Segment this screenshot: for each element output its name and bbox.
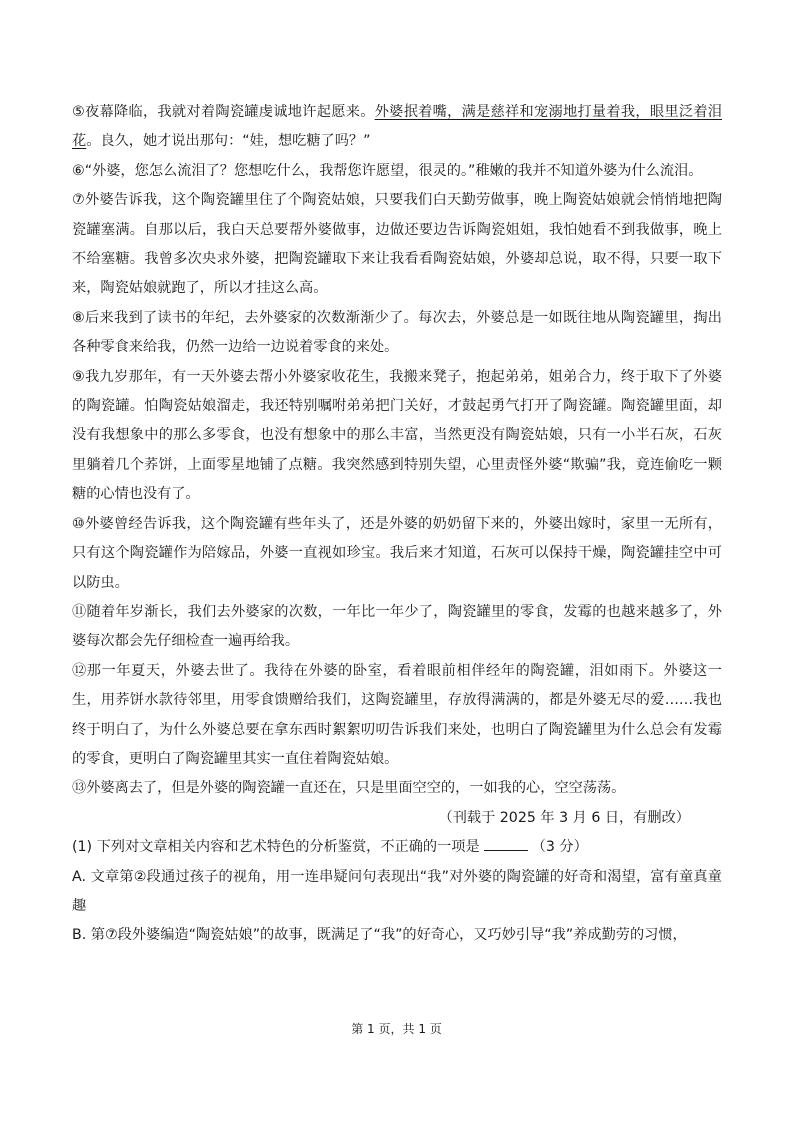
paragraph-5-start: ⑤夜幕降临，我就对着陶瓷罐虔诚地许起愿来。 — [72, 104, 375, 120]
paragraph-11: ⑪随着年岁渐长，我们去外婆家的次数，一年比一年少了，陶瓷罐里的零食，发霉的也越来越多了，外婆每次都会先仔细检查一遍再给我。 — [72, 603, 722, 650]
question-points: （3 分） — [531, 839, 588, 856]
option-a: A. 文章第②段通过孩子的视角，用一连串疑问句表现出“我”对外婆的陶瓷罐的好奇和渴望，富有童真童趣 — [72, 868, 722, 914]
source-note: （刊载于 2025 年 3 月 6 日，有删改） — [438, 809, 690, 826]
paragraph-10: ⑩外婆曾经告诉我，这个陶瓷罐有些年头了，还是外婆的奶奶留下来的，外婆出嫁时，家里一无所有，只有这个陶瓷罐作为陪嫁品，外婆一直视如珍宝。我后来才知道，石灰可以保持干燥，陶瓷罐挂空中可以防虫。 — [72, 515, 722, 591]
paragraph-12: ⑫那一年夏天，外婆去世了。我待在外婆的卧室，看着眼前相伴经年的陶瓷罐，泪如雨下。外婆这一生，用荞饼水款待邻里，用零食馈赠给我们，这陶瓷罐里，存放得满满的，都是外婆无尽的爱……我也终于明白了，为什么外婆总要在拿东西时絮絮叨叨告诉我们来处，也明白了陶瓷罐里为什么总会有发霉的零食，更明白了陶瓷罐里其实一直住着陶瓷姑娘。 — [72, 662, 722, 767]
paragraph-8: ⑧后来我到了读书的年纪，去外婆家的次数渐渐少了。每次去，外婆总是一如既往地从陶瓷罐里，掏出各种零食来给我，仍然一边给一边说着零食的来处。 — [72, 309, 722, 356]
article-body — [72, 98, 722, 951]
question-stem — [72, 833, 722, 862]
paragraph-6: ⑥“外婆，您怎么流泪了？您想吃什么，我帮您许愿望，很灵的。”稚嫩的我并不知道外婆为什么流泪。 — [72, 162, 703, 179]
question-stem-text: (1) 下列对文章相关内容和艺术特色的分析鉴赏，不正确的一项是 — [72, 839, 480, 856]
paragraph-9: ⑨我九岁那年，有一天外婆去帮小外婆家收花生，我搬来凳子，抱起弟弟，姐弟合力，终于取下了外婆的陶瓷罐。怕陶瓷姑娘溜走，我还特别嘱咐弟弟把门关好，才鼓起勇气打开了陶瓷罐。陶瓷罐里面，却没有我想象中的那么多零食，也没有想象中的那么丰富，当然更没有陶瓷姑娘，只有一小半石灰，石灰里躺着几个荞饼，上面零星地铺了点糖。我突然感到特别失望，心里责怪外婆“欺骗”我，竟连偷吃一颗糖的心情也没有了。 — [72, 368, 722, 503]
page-footer: 第 1 页，共 1 页 — [351, 1022, 442, 1036]
underlined-sentence: 外婆抿着嘴，满是慈祥和宠溺地打量着我，眼里泛着泪花 — [72, 104, 722, 150]
paragraph-5-end: 。良久，她才说出那句：“娃，想吃糖了吗？” — [86, 133, 371, 150]
paragraph-7: ⑦外婆告诉我，这个陶瓷罐里住了个陶瓷姑娘，只要我们白天勤劳做事，晚上陶瓷姑娘就会悄悄地把陶瓷罐塞满。自那以后，我白天总要帮外婆做事，边做还要边告诉陶瓷姐姐，我怕她看不到我做事，晚上不给塞糖。我曾多次央求外婆，把陶瓷罐取下来让我看看陶瓷姑娘，外婆却总说，取不得，只要一取下来，陶瓷姑娘就跑了，所以才挂这么高。 — [72, 192, 722, 297]
paragraph-5 — [72, 98, 722, 157]
option-b: B. 第⑦段外婆编造“陶瓷姑娘”的故事，既满足了“我”的好奇心，又巧妙引导“我”养成勤劳的习惯， — [72, 927, 687, 944]
paragraph-13: ⑬外婆离去了，但是外婆的陶瓷罐一直还在，只是里面空空的，一如我的心，空空荡荡。 — [72, 780, 626, 797]
answer-blank[interactable] — [484, 836, 528, 851]
